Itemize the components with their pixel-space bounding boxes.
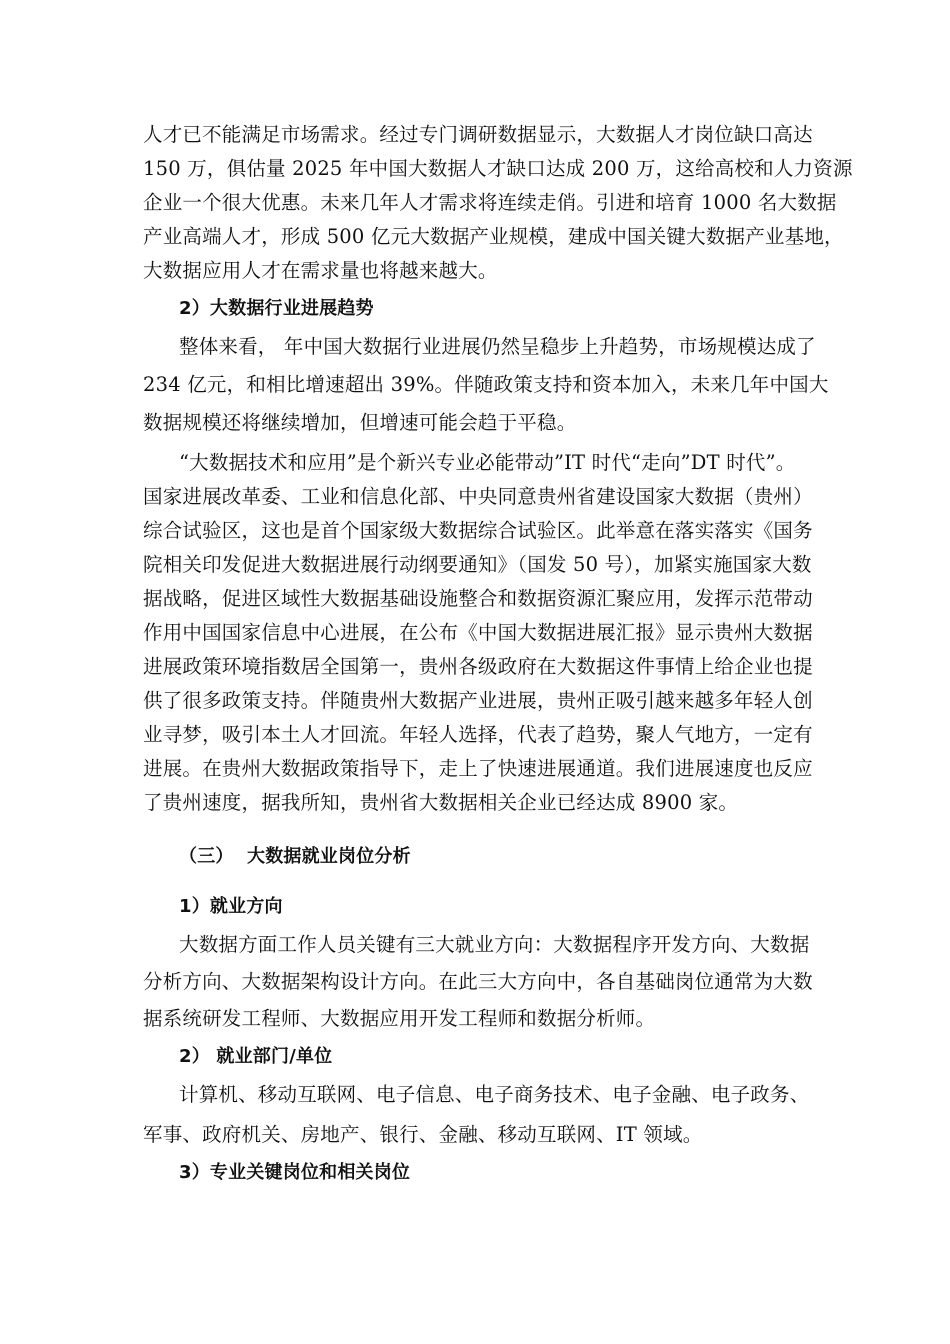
paragraph-line: 进展。在贵州大数据政策指导下，走上了快速进展通道。我们进展速度也反应: [143, 757, 813, 780]
paragraph-line: 了贵州速度，据我所知，贵州省大数据相关企业已经达成 8900 家。: [143, 791, 739, 814]
paragraph-line: 军事、政府机关、房地产、银行、金融、移动互联网、IT 领域。: [143, 1123, 703, 1146]
paragraph-line: “大数据技术和应用”是个新兴专业必能带动”IT 时代“走向”DT 时代”。: [179, 451, 796, 474]
paragraph-line: 综合试验区，这也是首个国家级大数据综合试验区。此举意在落实落实《国务: [143, 519, 813, 542]
paragraph-line: 供了很多政策支持。伴随贵州大数据产业进展，贵州正吸引越来越多年轻人创: [143, 689, 813, 712]
paragraph-line: 大数据方面工作人员关键有三大就业方向：大数据程序开发方向、大数据: [179, 933, 810, 956]
paragraph-line: 计算机、移动互联网、电子信息、电子商务技术、电子金融、电子政务、: [179, 1083, 810, 1106]
heading-employment-dept: 2） 就业部门/单位: [179, 1046, 333, 1067]
paragraph-line: 150 万，俱估量 2025 年中国大数据人才缺口达成 200 万，这给高校和人力资源: [143, 157, 853, 180]
section-title: 大数据就业岗位分析: [247, 846, 411, 867]
section-number: （三）: [179, 846, 234, 867]
paragraph-line: 据系统研发工程师、大数据应用开发工程师和数据分析师。: [143, 1007, 656, 1030]
paragraph-line: 产业高端人才，形成 500 亿元大数据产业规模，建成中国关键大数据产业基地，: [143, 225, 844, 248]
paragraph-line: 业寻梦，吸引本土人才回流。年轻人选择，代表了趋势，聚人气地方，一定有: [143, 723, 813, 746]
paragraph-line: 进展政策环境指数居全国第一，贵州各级政府在大数据这件事情上给企业也提: [143, 655, 813, 678]
paragraph-line: 分析方向、大数据架构设计方向。在此三大方向中，各自基础岗位通常为大数: [143, 970, 813, 993]
paragraph-line: 大数据应用人才在需求量也将越来越大。: [143, 259, 498, 282]
paragraph-line: 人才已不能满足市场需求。经过专门调研数据显示，大数据人才岗位缺口高达: [143, 123, 813, 146]
paragraph-line: 整体来看， 年中国大数据行业进展仍然呈稳步上升趋势，市场规模达成了: [179, 335, 816, 358]
paragraph-line: 企业一个很大优惠。未来几年人才需求将连续走俏。引进和培育 1000 名大数据: [143, 191, 837, 214]
paragraph-line: 234 亿元，和相比增速超出 39%。伴随政策支持和资本加入，未来几年中国大: [143, 373, 829, 396]
paragraph-line: 数据规模还将继续增加，但增速可能会趋于平稳。: [143, 411, 577, 434]
heading-key-positions: 3）专业关键岗位和相关岗位: [179, 1162, 411, 1183]
section-heading-employment: [179, 846, 411, 868]
heading-industry-trend: 2）大数据行业进展趋势: [179, 298, 374, 319]
paragraph-line: 据战略，促进区域性大数据基础设施整合和数据资源汇聚应用，发挥示范带动: [143, 587, 813, 610]
paragraph-line: 国家进展改革委、工业和信息化部、中央同意贵州省建设国家大数据（贵州）: [143, 485, 813, 508]
heading-employment-direction: 1）就业方向: [179, 896, 283, 917]
paragraph-line: 院相关印发促进大数据进展行动纲要通知》（国发 50 号），加紧实施国家大数: [143, 553, 812, 576]
paragraph-line: 作用中国国家信息中心进展，在公布《中国大数据进展汇报》显示贵州大数据: [143, 621, 813, 644]
